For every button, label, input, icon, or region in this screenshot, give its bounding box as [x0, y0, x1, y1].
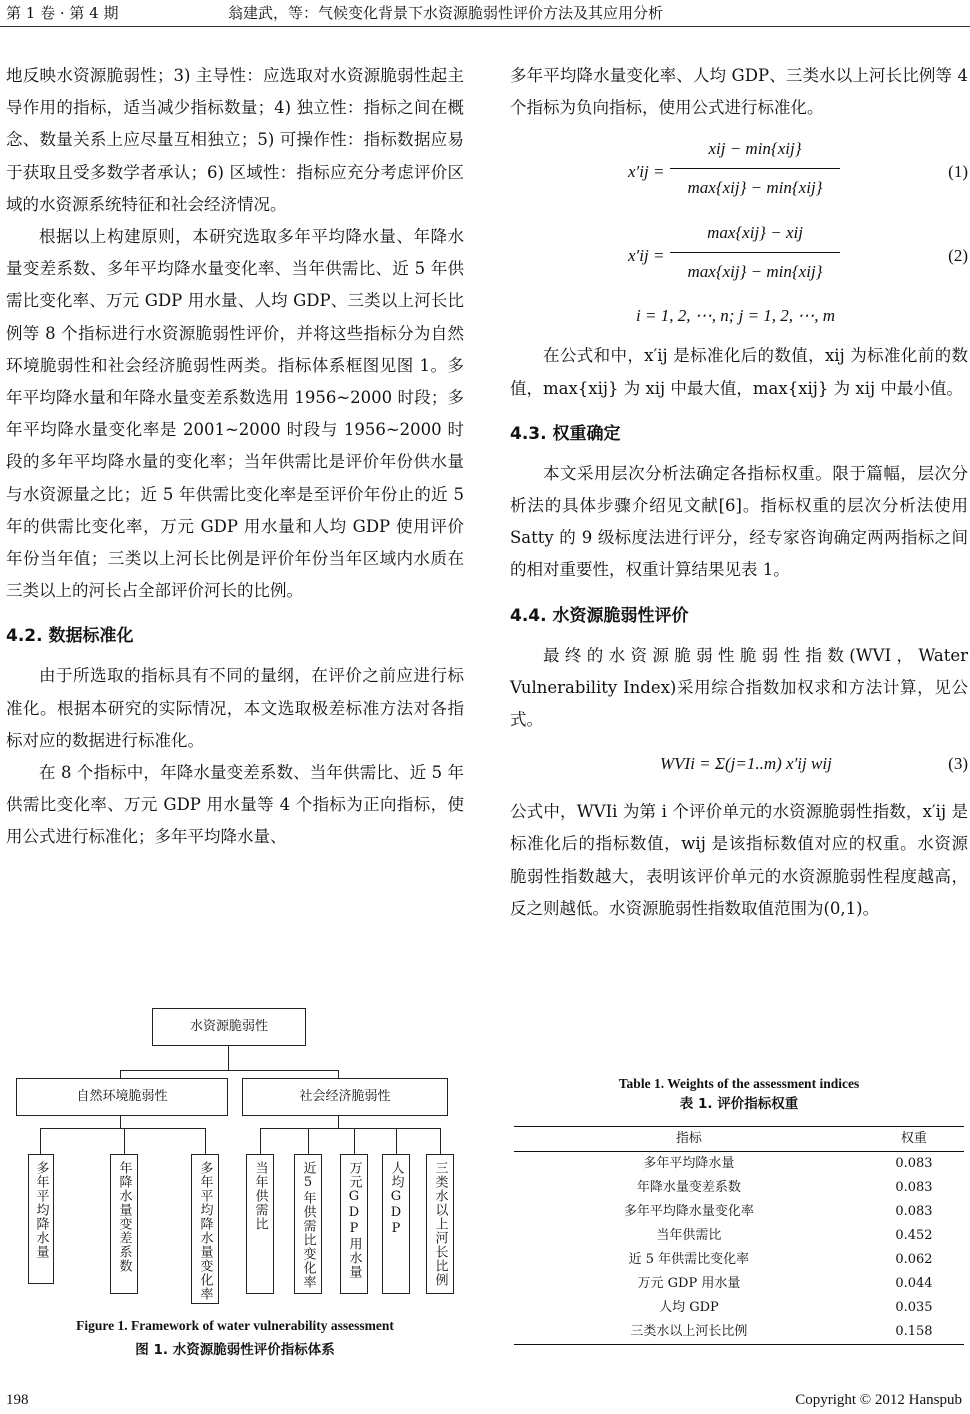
formula-3 — [510, 736, 968, 796]
formula-1-number: (1) — [948, 162, 968, 182]
framework-leaf-6: 万元GDP用水量 — [340, 1154, 368, 1294]
section-heading-4-2: 4.2. 数据标准化 — [6, 626, 134, 647]
framework-socioeconomic-box: 社会经济脆弱性 — [242, 1078, 448, 1116]
table-header-weight: 权重 — [900, 1131, 927, 1146]
paragraph-wvi-explanation: 公式中，WVIi 为第 i 个评价单元的水资源脆弱性指数，x′ij 是标准化后的指标数值，wij 是该指标数值对应的权重。水资源脆弱性指数越大，表明该评价单元的水资源脆弱性程度越高，反之则越低。水资源脆弱性指数取值范围为(0,1)。 — [510, 802, 968, 918]
figure-caption-zh: 图 1. 水资源脆弱性评价指标体系 — [135, 1342, 335, 1358]
paragraph-positive-indicators: 在 8 个指标中，年降水量变差系数、当年供需比、近 5 年供需比变化率、万元 GDP 用水量等 4 个指标为正向指标，使用公式进行标准化；多年平均降水量、 — [6, 763, 464, 847]
paragraph-negative-indicators: 多年平均降水量变化率、人均 GDP、三类水以上河长比例等 4 个指标为负向指标，使用公式进行标准化。 — [510, 66, 968, 118]
formula-1-numerator: xij − min{xij} — [708, 139, 802, 159]
header-divider — [0, 26, 970, 27]
table-cell-indicator: 多年平均降水量 — [643, 1156, 735, 1171]
paragraph-principles: 地反映水资源脆弱性；3) 主导性：应选取对水资源脆弱性起主导作用的指标，适当减少指标数量；4) 独立性：指标之间在概念、数量关系上应尽量互相独立；5) 可操作性：指标数据应易于获取且受多数学者承认；6) 区域性：指标应充分考虑评价区域的水资源系统特征和社会经济情况。 — [6, 66, 464, 214]
table-caption-en: Table 1. Weights of the assessment indices — [618, 1076, 860, 1091]
formula-1 — [510, 134, 968, 218]
paragraph-formula-explanation: 在公式和中，x′ij 是标准化后的数值，xij 为标准化前的数值，max{xij} 为 xij 中最大值，max{xij} 为 xij 中最小值。 — [510, 346, 968, 398]
page-number: 198 — [6, 1392, 29, 1408]
formula-1-denominator: max{xij} − min{xij} — [687, 178, 823, 198]
paragraph-indicator-selection: 根据以上构建原则，本研究选取多年平均降水量、年降水量变差系数、多年平均降水量变化率、当年供需比、近 5 年供需比变化率、万元 GDP 用水量、人均 GDP、三类以上河长比例等 8 个指标进行水资源脆弱性评价，并将这些指标分为自然环境脆弱性和社会经济脆弱性两类。指标体系框图见图 1。多年平均降水量和年降水量变差系数选用 1956~2000 时段；多年平均降水量变化率是 2001~2000 时段与 1956~2000 时段的多年平均降水量的变化率；当年供需比是评价年份供水量与水资源量之比；近 5 年供需比变化率是至评价年份止的近 5 年的供需比变化率，万元 GDP 用水量和人均 GDP 使用评价年份当年值；三类以上河长比例是评价年份当年区域内水质在三类以上的河长占全部评价河长的比例。 — [6, 227, 464, 601]
table-cell-weight: 0.158 — [895, 1324, 933, 1339]
running-header-title: 翁建武，等：气候变化背景下水资源脆弱性评价方法及其应用分析 — [228, 4, 664, 22]
paragraph-weights: 本文采用层次分析法确定各指标权重。限于篇幅，层次分析法的具体步骤介绍见文献[6]。指标权重的层次分析法使用 Satty 的 9 级标度法进行评分，经专家咨询确定两两指标之间的相对重要性，权重计算结果见表 1。 — [510, 463, 968, 580]
table-caption-zh: 表 1. 评价指标权重 — [679, 1096, 799, 1112]
table-row — [514, 1296, 964, 1320]
table-cell-indicator: 近 5 年供需比变化率 — [628, 1252, 750, 1267]
table-cell-indicator: 多年平均降水量变化率 — [623, 1204, 754, 1219]
table-cell-indicator: 当年供需比 — [656, 1228, 722, 1243]
table-cell-indicator: 万元 GDP 用水量 — [637, 1276, 741, 1291]
table-row — [514, 1200, 964, 1224]
table-cell-weight: 0.044 — [895, 1276, 933, 1291]
table-cell-indicator: 三类水以上河长比例 — [630, 1324, 748, 1339]
table-cell-weight: 0.452 — [895, 1228, 933, 1243]
paragraph-standardization-intro: 由于所选取的指标具有不同的量纲，在评价之前应进行标准化。根据本研究的实际情况，本文选取极差标准方法对各指标对应的数据进行标准化。 — [6, 666, 464, 750]
formula-3-number: (3) — [948, 754, 968, 774]
framework-root-box: 水资源脆弱性 — [152, 1008, 306, 1046]
formula-3-body: WVIi = Σ(j=1..m) x′ij wij — [660, 754, 832, 774]
table-cell-weight: 0.035 — [895, 1300, 933, 1315]
paragraph-wvi-intro: 最终的水资源脆弱性脆弱性指数(WVI，Water Vulnerability Index)采用综合指数加权求和方法计算，见公式。 — [510, 645, 968, 730]
formula-2-number: (2) — [948, 246, 968, 266]
left-column — [6, 60, 464, 854]
framework-leaf-3: 多年平均降水量变化率 — [191, 1154, 219, 1304]
table-cell-weight: 0.083 — [895, 1204, 933, 1219]
table-cell-indicator: 年降水量变差系数 — [636, 1180, 741, 1195]
formula-2-denominator: max{xij} − min{xij} — [687, 262, 823, 282]
framework-leaf-2: 年降水量变差系数 — [110, 1154, 138, 1294]
table-cell-indicator: 人均 GDP — [659, 1300, 719, 1315]
table-header-indicator: 指标 — [675, 1131, 702, 1146]
table-cell-weight: 0.083 — [895, 1156, 933, 1171]
table-cell-weight: 0.062 — [895, 1252, 933, 1267]
framework-leaf-8: 三类水以上河长比例 — [426, 1154, 454, 1294]
framework-leaf-4: 当年供需比 — [246, 1154, 274, 1294]
section-heading-4-4: 4.4. 水资源脆弱性评价 — [510, 605, 689, 626]
formula-1-lhs: x′ij = — [628, 162, 665, 182]
framework-leaf-7: 人均GDP — [382, 1154, 410, 1294]
table-row — [514, 1152, 964, 1177]
running-header-volume: 第 1 卷 · 第 4 期 — [6, 4, 119, 22]
table-cell-weight: 0.083 — [895, 1180, 933, 1195]
table-row — [514, 1176, 964, 1200]
framework-leaf-1: 多年平均降水量 — [28, 1154, 54, 1284]
formula-2-numerator: max{xij} − xij — [707, 223, 803, 243]
framework-natural-box: 自然环境脆弱性 — [16, 1078, 228, 1116]
right-column — [510, 60, 968, 925]
formula-index-ranges: i = 1, 2, ⋯, n; j = 1, 2, ⋯, m — [636, 306, 836, 326]
section-heading-4-3: 4.3. 权重确定 — [510, 423, 621, 444]
framework-leaf-5: 近5年供需比变化率 — [294, 1154, 322, 1294]
copyright-notice: Copyright © 2012 Hanspub — [795, 1392, 962, 1408]
figure-caption-en: Figure 1. Framework of water vulnerability assessment — [76, 1318, 394, 1333]
formula-2 — [510, 218, 968, 302]
table-row — [514, 1248, 964, 1272]
figure-framework — [6, 1000, 464, 1360]
table-row — [514, 1224, 964, 1248]
table-row — [514, 1272, 964, 1296]
table-row — [514, 1320, 964, 1345]
table-weights — [514, 1076, 964, 1345]
formula-2-lhs: x′ij = — [628, 246, 665, 266]
